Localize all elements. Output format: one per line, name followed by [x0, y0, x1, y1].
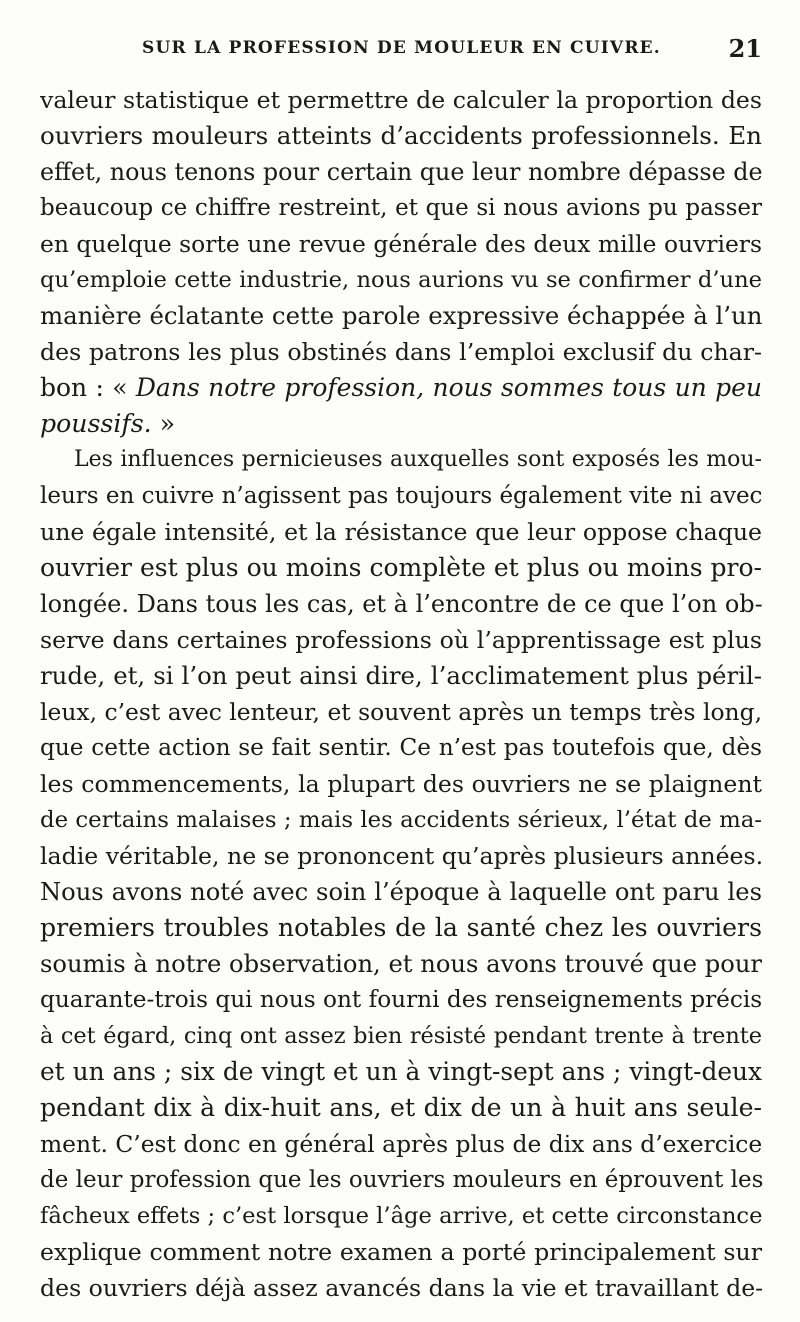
page-number: 21 [728, 34, 762, 63]
running-head: SUR LA PROFESSION DE MOULEUR EN CUIVRE. [142, 38, 661, 58]
text-line: manière éclatante cette parole expressive échappée à l’un [40, 301, 763, 330]
quote-end-tail: » [151, 409, 176, 438]
text-line: serve dans certaines professions où l’apprentissage est plus [40, 626, 762, 654]
text-line: ment. C’est donc en général après plus de dix ans d’exercice [40, 1130, 763, 1158]
text-line: explique comment notre examen a porté principalement sur [40, 1238, 762, 1266]
text-line: à cet égard, cinq ont assez bien résisté pendant trente à trente [40, 1023, 762, 1049]
quote-end-italic: poussifs. [40, 409, 152, 438]
text-line: ouvrier est plus ou moins complète et plus ou moins pro- [40, 553, 762, 582]
text-line: quarante-trois qui nous ont fourni des renseignements précis [40, 986, 763, 1013]
text-line: en quelque sorte une revue générale des deux mille ouvriers [40, 230, 762, 258]
text-line: fâcheux effets ; c’est lorsque l’âge arrive, et cette circonstance [40, 1203, 763, 1229]
text-line: qu’emploie cette industrie, nous aurions vu se confirmer d’une [40, 267, 762, 293]
text-line: de leur profession que les ouvriers mouleurs en éprouvent les [40, 1167, 764, 1193]
text-line: Nous avons noté avec soin l’époque à laquelle ont paru les [40, 878, 762, 906]
paragraph-first-line: Les influences pernicieuses auxquelles sont exposés les mou- [74, 447, 762, 472]
text-line: des patrons les plus obstinés dans l’emploi exclusif du char- [40, 338, 762, 366]
text-line-quote-end [40, 406, 762, 442]
text-line: leux, c’est avec lenteur, et souvent après un temps très long, [40, 698, 762, 726]
text-line: des ouvriers déjà assez avancés dans la vie et travaillant de- [40, 1274, 764, 1302]
text-line: soumis à notre observation, et nous avons trouvé que pour [40, 950, 762, 978]
text-line: ouvriers mouleurs atteints d’accidents professionnels. En [40, 121, 762, 150]
text-line: valeur statistique et permettre de calculer la proportion des [40, 86, 762, 114]
text-line: leurs en cuivre n’agissent pas toujours également vite ni avec [40, 483, 763, 509]
text-line-quote [40, 370, 762, 406]
quote-lead: bon : « [40, 373, 136, 402]
quote-italic: Dans notre profession, nous sommes tous un peu [135, 373, 763, 402]
text-line: que cette action se fait sentir. Ce n’est pas toutefois que, dès [40, 734, 762, 761]
page-header [40, 34, 762, 70]
text-line: les commencements, la plupart des ouvriers ne se plaignent [40, 770, 762, 798]
body-text [0, 82, 800, 1312]
text-line: longée. Dans tous les cas, et à l’encontre de ce que l’on ob- [40, 590, 763, 618]
text-line: une égale intensité, et la résistance que leur oppose chaque [40, 518, 762, 546]
text-line: ladie véritable, ne se prononcent qu’après plusieurs années. [40, 842, 764, 870]
text-line: beaucoup ce chiffre restreint, et que si nous avions pu passer [40, 195, 762, 221]
text-line: de certains malaises ; mais les accidents sérieux, l’état de ma- [40, 807, 762, 833]
text-line: rude, et, si l’on peut ainsi dire, l’acclimatement plus péril- [40, 661, 762, 690]
text-line: pendant dix à dix-huit ans, et dix de un à huit ans seule- [40, 1093, 762, 1122]
text-line: premiers troubles notables de la santé chez les ouvriers [40, 913, 762, 942]
text-line: et un ans ; six de vingt et un à vingt-sept ans ; vingt-deux [40, 1057, 762, 1086]
text-line: effet, nous tenons pour certain que leur nombre dépasse de [40, 158, 763, 186]
